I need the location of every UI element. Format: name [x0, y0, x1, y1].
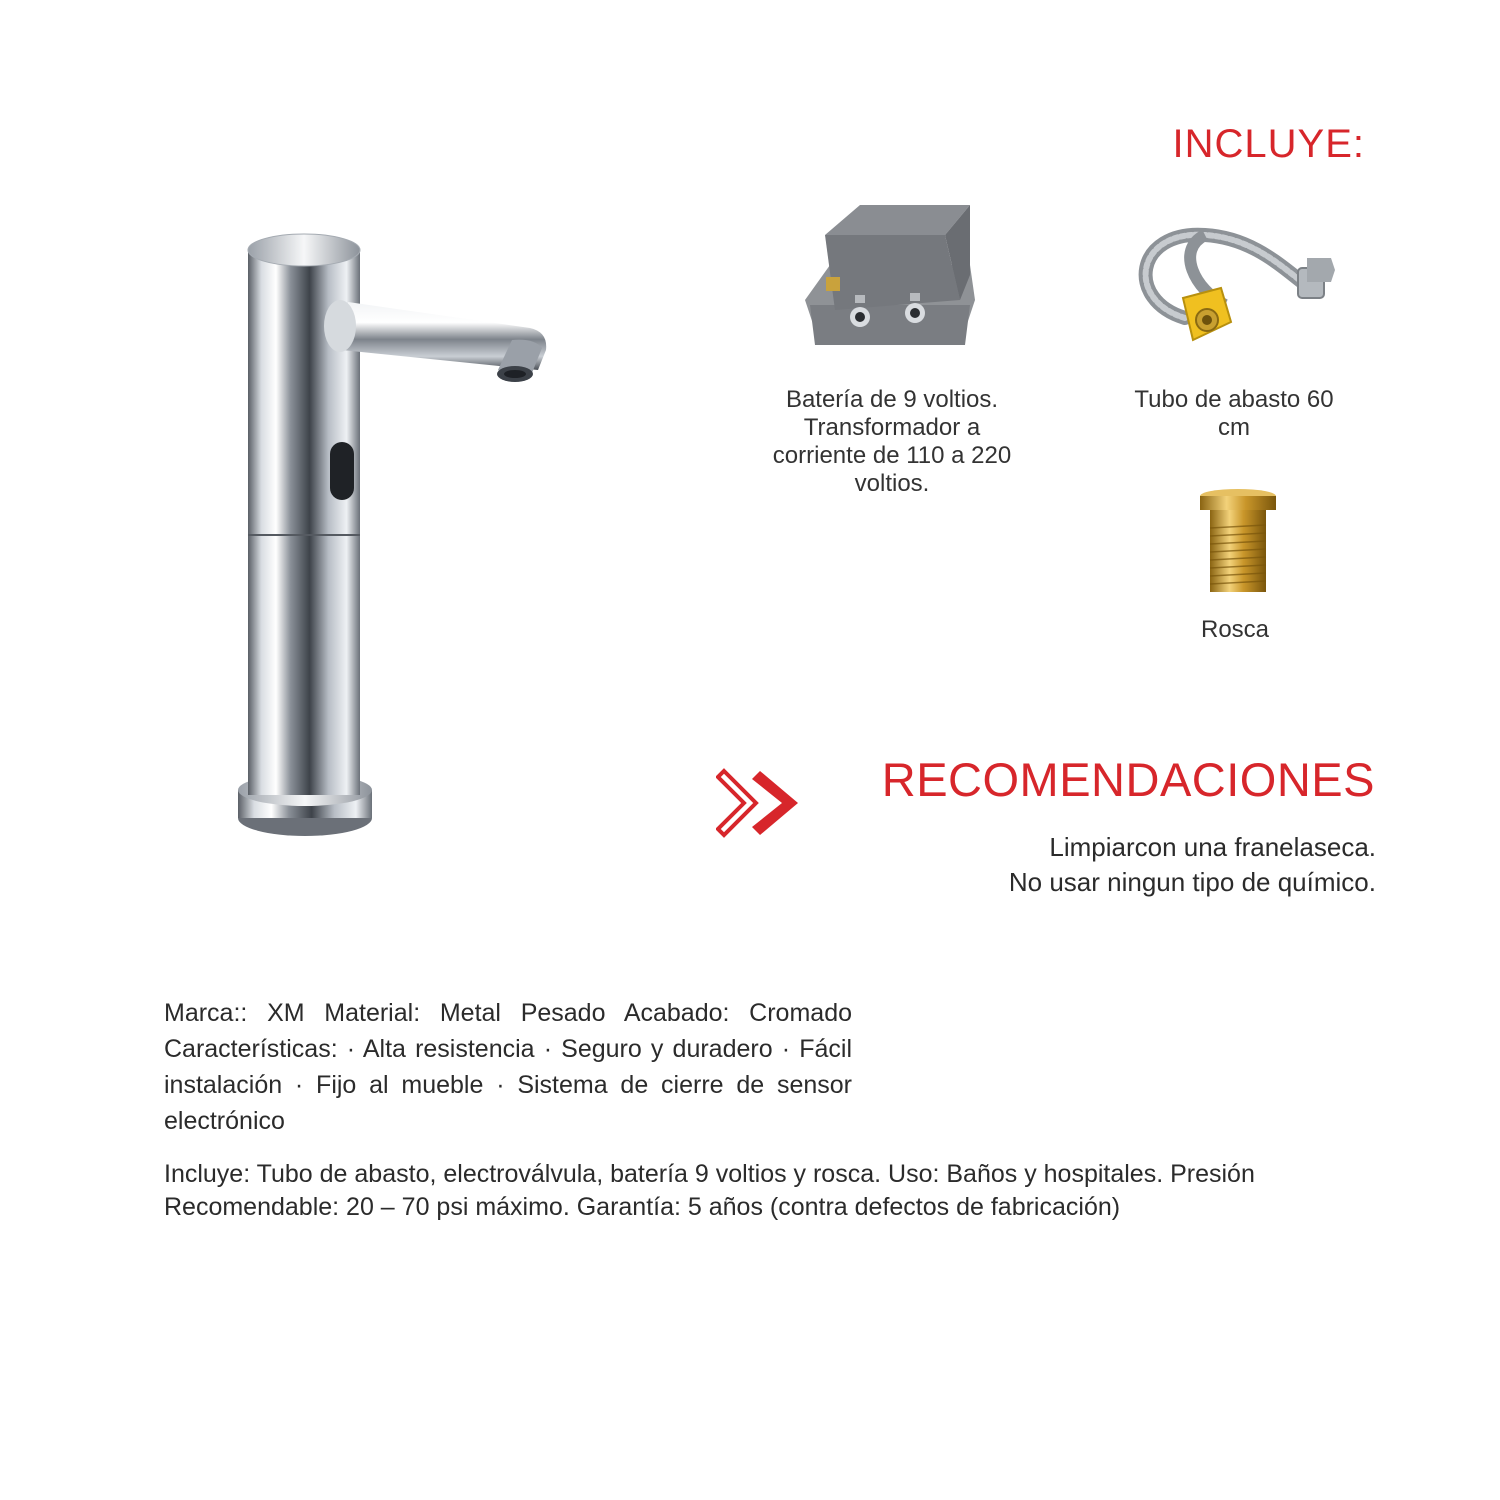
recommendation-line: Limpiarcon una franelaseca. [1049, 832, 1376, 862]
recomendaciones-heading: RECOMENDACIONES [881, 753, 1375, 806]
recomendaciones-text [860, 830, 1376, 900]
recommendation-line: No usar ningun tipo de químico. [1008, 867, 1376, 897]
thread-caption: Rosca [1200, 616, 1270, 643]
battery-caption: Batería de 9 voltios. Transformador a corriente de 110 a 220 voltios. [772, 386, 1012, 497]
incluye-heading: INCLUYE: [1172, 122, 1365, 166]
product-details-paragraph: Incluye: Tubo de abasto, electroválvula, batería 9 voltios y rosca. Uso: Baños y hospitales. Presión Recomendable: 20 – 70 psi máximo. Garantía: 5 años (contra defectos de fabricación) [164, 1160, 1255, 1221]
control-box-icon [800, 205, 980, 355]
hose-caption: Tubo de abasto 60 cm [1134, 386, 1334, 441]
double-chevron-right-icon [716, 765, 806, 841]
product-features-paragraph: Marca:: XM Material: Metal Pesado Acabado: Cromado Características: · Alta resistencia · Seguro y duradero · Fácil instalación · Fijo al mueble · Sistema de cierre de sensor electrónico [164, 999, 852, 1135]
brass-thread-icon [1196, 488, 1280, 596]
sensor-faucet-icon [230, 220, 570, 840]
supply-hose-icon [1135, 210, 1340, 355]
